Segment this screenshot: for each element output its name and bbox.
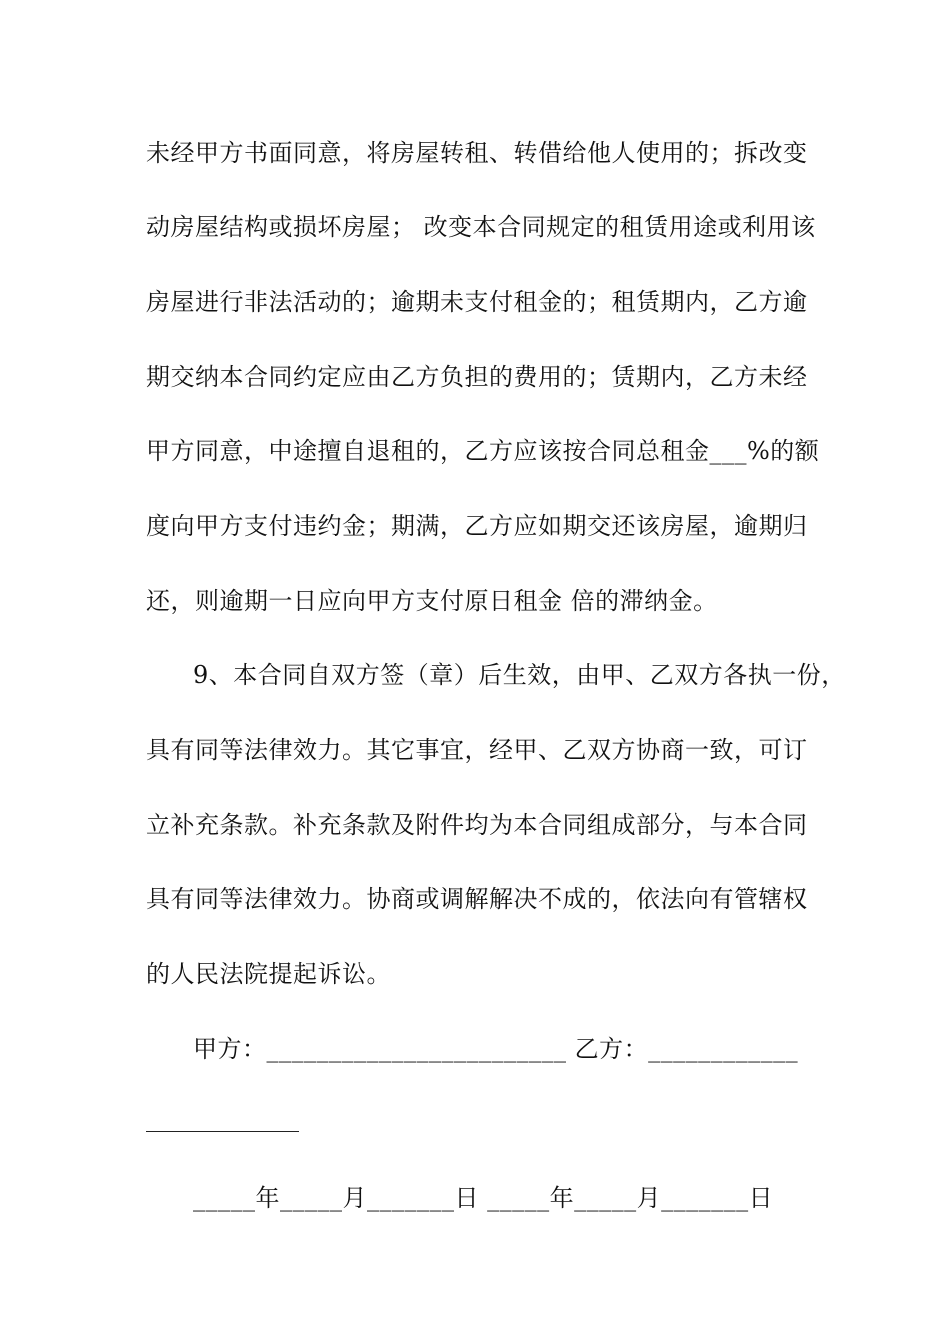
paragraph-line: 期交纳本合同约定应由乙方负担的费用的；赁期内，乙方未经	[146, 363, 808, 391]
paragraph-line: 立补充条款。补充条款及附件均为本合同组成部分，与本合同	[146, 811, 808, 839]
paragraph-line: 动房屋结构或损坏房屋； 改变本合同规定的租赁用途或利用该	[146, 213, 816, 241]
paragraph-line: 具有同等法律效力。协商或调解解决不成的，依法向有管辖权	[146, 885, 808, 913]
paragraph-line: 的人民法院提起诉讼。	[146, 960, 391, 988]
paragraph-line: 房屋进行非法活动的；逾期未支付租金的；租赁期内，乙方逾	[146, 288, 808, 316]
paragraph-line: 甲方同意，中途擅自退租的，乙方应该按合同总租金___%的额	[146, 437, 820, 465]
signature-line: 甲方：________________________ 乙方：____________	[193, 1035, 799, 1063]
paragraph-line: 具有同等法律效力。其它事宜，经甲、乙双方协商一致，可订	[146, 736, 808, 764]
paragraph-line: 还，则逾期一日应向甲方支付原日租金 倍的滞纳金。	[146, 587, 718, 615]
clause-9-line: 9、本合同自双方签（章）后生效，由甲、乙双方各执一份，	[193, 661, 846, 689]
date-line: _____年_____月_______日 _____年_____月_______日	[193, 1184, 774, 1212]
paragraph-line: 未经甲方书面同意，将房屋转租、转借给他人使用的；拆改变	[146, 139, 808, 167]
signature-underline	[146, 1131, 299, 1132]
paragraph-line: 度向甲方支付违约金；期满，乙方应如期交还该房屋，逾期归	[146, 512, 808, 540]
